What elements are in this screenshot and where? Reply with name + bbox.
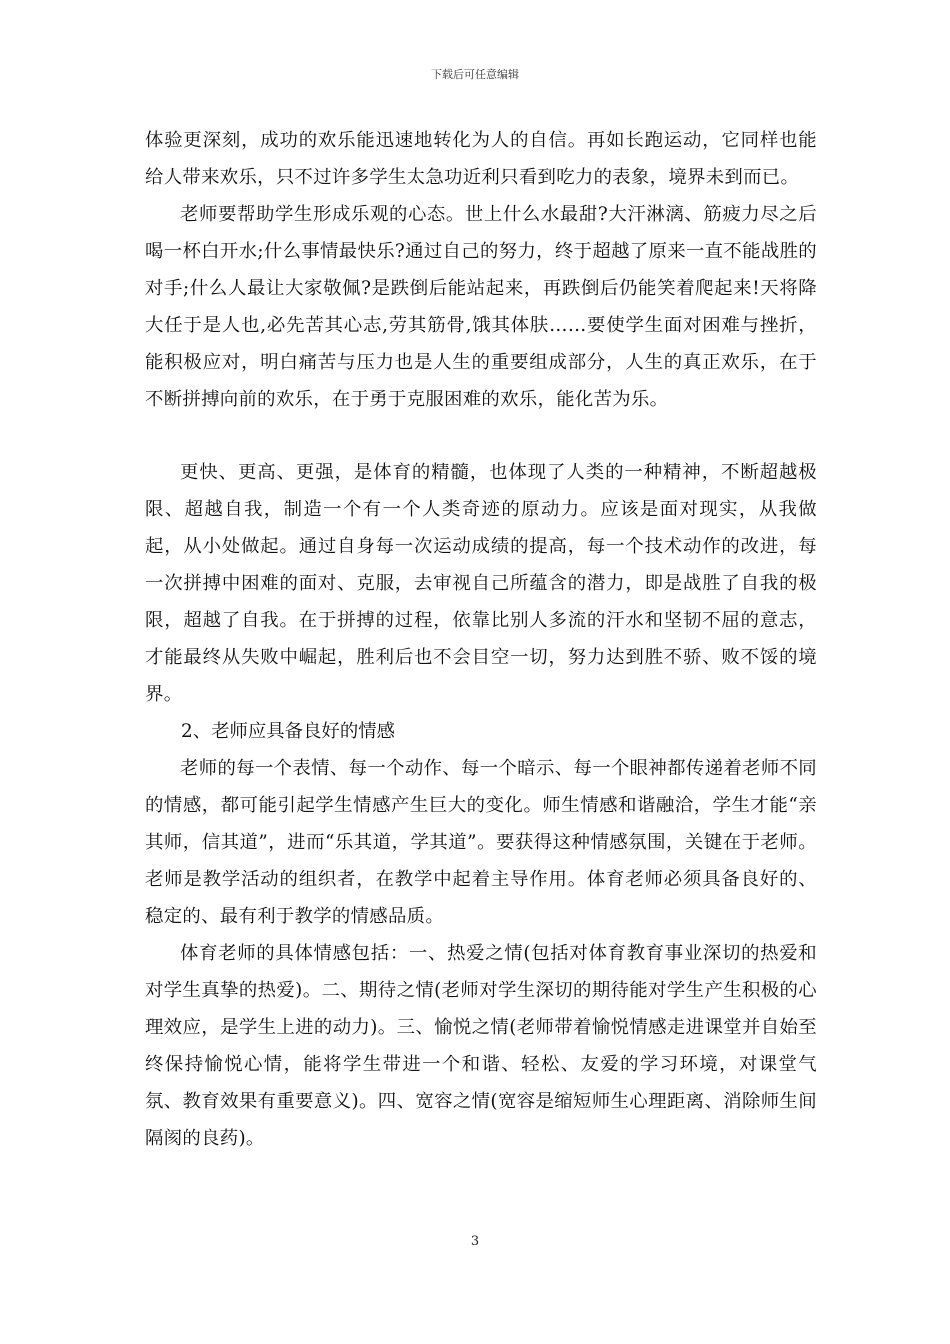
paragraph-2: 老师要帮助学生形成乐观的心态。世上什么水最甜?大汗淋漓、筋疲力尽之后喝一杯白开水;什么事情最快乐?通过自己的努力，终于超越了原来一直不能战胜的对手;什么人最让大家敬佩?是跌倒后能站起来，再跌倒后仍能笑着爬起来!天将降大任于是人也,必先苦其心志,劳其筋骨,饿其体肤……要使学生面对困难与挫折，能积极应对，明白痛苦与压力也是人生的重要组成部分，人生的真正欢乐，在于不断拼搏向前的欢乐，在于勇于克服困难的欢乐，能化苦为乐。 (145, 204, 817, 410)
section-heading: 2、老师应具备良好的情感 (181, 721, 395, 742)
paragraph-1: 体验更深刻，成功的欢乐能迅速地转化为人的自信。再如长跑运动，它同样也能给人带来欢乐，只不过许多学生太急功近利只看到吃力的表象，境界未到而已。 (145, 130, 817, 188)
paragraph-spacer (145, 418, 817, 454)
document-body (145, 122, 817, 1157)
page-header: 下载后可任意编辑 (431, 68, 519, 81)
paragraph-4: 老师的每一个表情、每一个动作、每一个暗示、每一个眼神都传递着老师不同的情感，都可能引起学生情感产生巨大的变化。师生情感和谐融洽，学生才能“亲其师，信其道”，进而“乐其道，学其道”。要获得这种情感氛围，关键在于老师。老师是教学活动的组织者，在教学中起着主导作用。体育老师必须具备良好的、稳定的、最有利于教学的情感品质。 (145, 758, 817, 927)
paragraph-3: 更快、更高、更强，是体育的精髓，也体现了人类的一种精神，不断超越极限、超越自我，制造一个有一个人类奇迹的原动力。应该是面对现实，从我做起，从小处做起。通过自身每一次运动成绩的提高，每一个技术动作的改进，每一次拼搏中困难的面对、克服，去审视自己所蕴含的潜力，即是战胜了自我的极限，超越了自我。在于拼搏的过程，依靠比别人多流的汗水和坚韧不屈的意志，才能最终从失败中崛起，胜利后也不会目空一切，努力达到胜不骄、败不馁的境界。 (145, 462, 817, 705)
paragraph-5: 体育老师的具体情感包括：一、热爱之情(包括对体育教育事业深切的热爱和对学生真挚的热爱)。二、期待之情(老师对学生深切的期待能对学生产生积极的心理效应，是学生上进的动力)。三、愉悦之情(老师带着愉悦情感走进课堂并自始至终保持愉悦心情，能将学生带进一个和谐、轻松、友爱的学习环境，对课堂气氛、教育效果有重要意义)。四、宽容之情(宽容是缩短师生心理距离、消除师生间隔阂的良药)。 (145, 943, 817, 1149)
page-number: 3 (470, 1234, 480, 1249)
